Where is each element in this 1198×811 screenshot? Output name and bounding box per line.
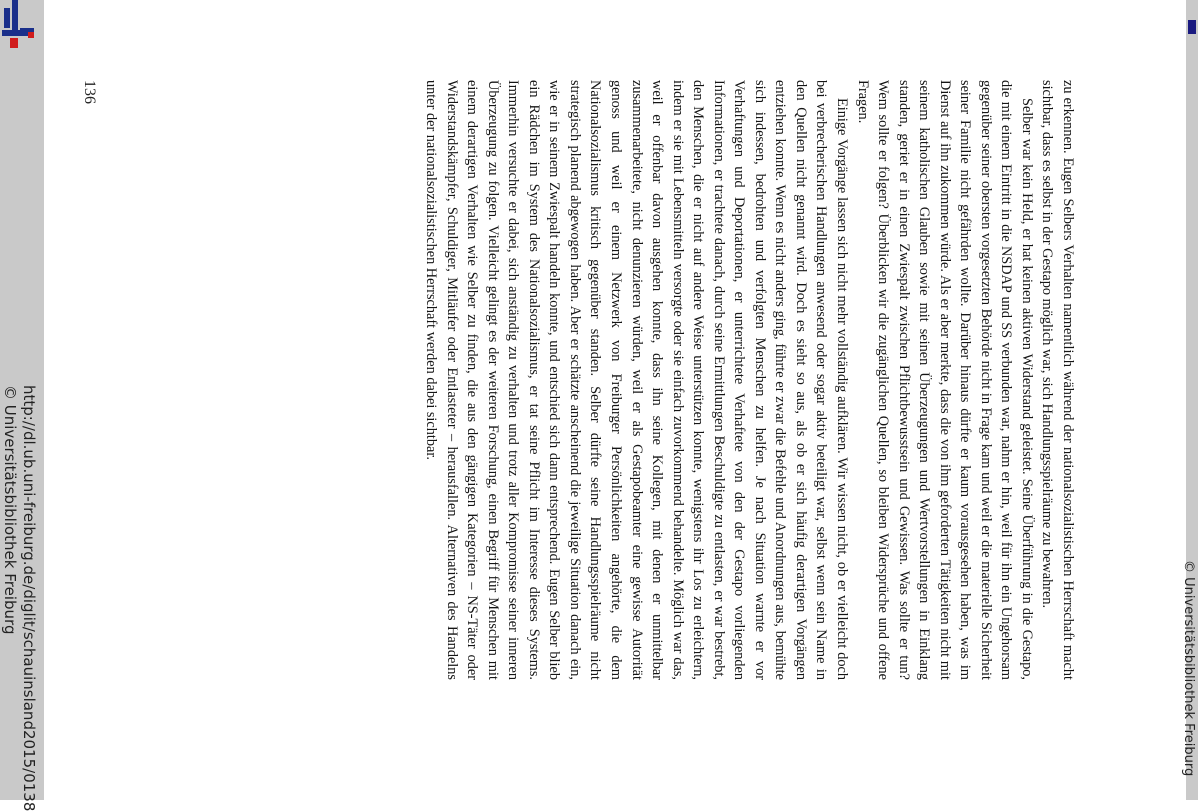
page-body-text	[423, 80, 1078, 680]
library-logo-icon	[0, 0, 44, 60]
paragraph-2: Selber war kein Held, er hat keinen aktiven Widerstand geleistet. Seine Überführung in die Gestapo, die mit einem Eintritt in die NSDAP und SS verbunden war, nahm er hin, weil für ihn ein Ungehorsam gegenüber seiner obersten vorgesetzten Behörde nicht in Frage kam und weil er die materielle Sicherheit seiner Familie nicht gefährden wollte. Darüber hinaus dürfte er kaum vorausgesehen haben, was im Dienst auf ihn zukommen würde. Als er aber merkte, dass die von ihm geforderten Tätigkeiten nicht mit seinem katholischen Glauben sowie mit seinen Überzeugungen und Wertvorstellungen in Einklang standen, geriet er in einen Zwiespalt zwischen Pflichtbewusstsein und Gewissen. Was sollte er tun? Wem sollte er folgen? Überblicken wir die zugänglichen Quellen, so bleiben Widersprüche und offene Fragen.	[854, 80, 1035, 680]
paragraph-3: Einige Vorgänge lassen sich nicht mehr vollständig aufklären. Wir wissen nicht, ob er vielleicht doch bei verbrecherischen Handlungen anwesend oder sogar aktiv beteiligt war, selbst wenn sein Name in den Quellen nicht genannt wird. Doch es sieht so aus, als ob er sich häufig derartigen Vorgängen entziehen konnte. Wenn es nicht anders ging, führte er zwar die Befehle und Anordnungen aus, bemühte sich indessen, bedrohten und verfolgten Menschen zu helfen. Je nach Situation warnte er vor Verhaftungen und Deportationen, er unterrichtete Verhaftete von den der Gestapo vorliegenden Informationen, er trachtete danach, durch seine Ermittlungen Beschuldigte zu entlasten, er war bestrebt, den Menschen, die er nicht auf andere Weise unterstützen konnte, wenigstens ihr Los zu erleichtern, indem er sie mit Lebensmitteln versorgte oder sie einfach zuvorkommend behandelte. Möglich war das, weil er offenbar davon ausgehen konnte, dass ihn seine Kollegen, mit denen er unmittelbar zusammenarbeitete, nicht denunzieren würden, weil er als Gestapobeamter eine gewisse Autorität genoss und weil er einem Netzwerk von Freiburger Persönlichkeiten angehörte, die dem Nationalsozialismus kritisch gegenüber standen. Selber dürfte seine Handlungsspielräume nicht strategisch planend abgewogen haben. Aber er schätzte anscheinend die jeweilige Situation danach ein, wie er in seinem Zwiespalt handeln konnte, und entschied sich dann entsprechend. Eugen Selber blieb ein Rädchen im System des Nationalsozialismus, er tat seine Pflicht im Interesse dieses Systems. Immerhin versuchte er dabei, sich anständig zu verhalten und trotz aller Kompromisse seiner inneren Überzeugung zu folgen. Vielleicht gelingt es der weiteren Forschung, einen Begriff für Menschen mit einem derartigen Verhalten wie Selber zu finden, die aus den gängigen Kategorien – NS-Täter oder Widerstandskämpfer, Schuldiger, Mitläufer oder Entlasteter – herausfallen. Alternativen des Handelns unter der nationalsozialistischen Herrschaft werden dabei sichtbar.	[423, 80, 850, 680]
left-sidebar-strip	[0, 0, 44, 811]
digital-library-url[interactable]	[0, 385, 38, 811]
copyright-text: © Universitätsbibliothek Freiburg	[1, 385, 19, 635]
url-text[interactable]: http://dl.ub.uni-freiburg.de/diglit/schauinsland2015/0138	[20, 385, 38, 811]
paragraph-1: zu erkennen. Eugen Selbers Verhalten namentlich während der nationalsozialistischen Herrschaft macht sichtbar, dass es selbst in der Gestapo möglich war, sich Handlungsspielräume zu bewahren.	[1039, 80, 1076, 680]
page-number: 136	[81, 80, 98, 104]
right-marker-icon	[1188, 20, 1196, 34]
right-copyright-text: © Universitätsbibliothek Freiburg	[1181, 560, 1196, 777]
